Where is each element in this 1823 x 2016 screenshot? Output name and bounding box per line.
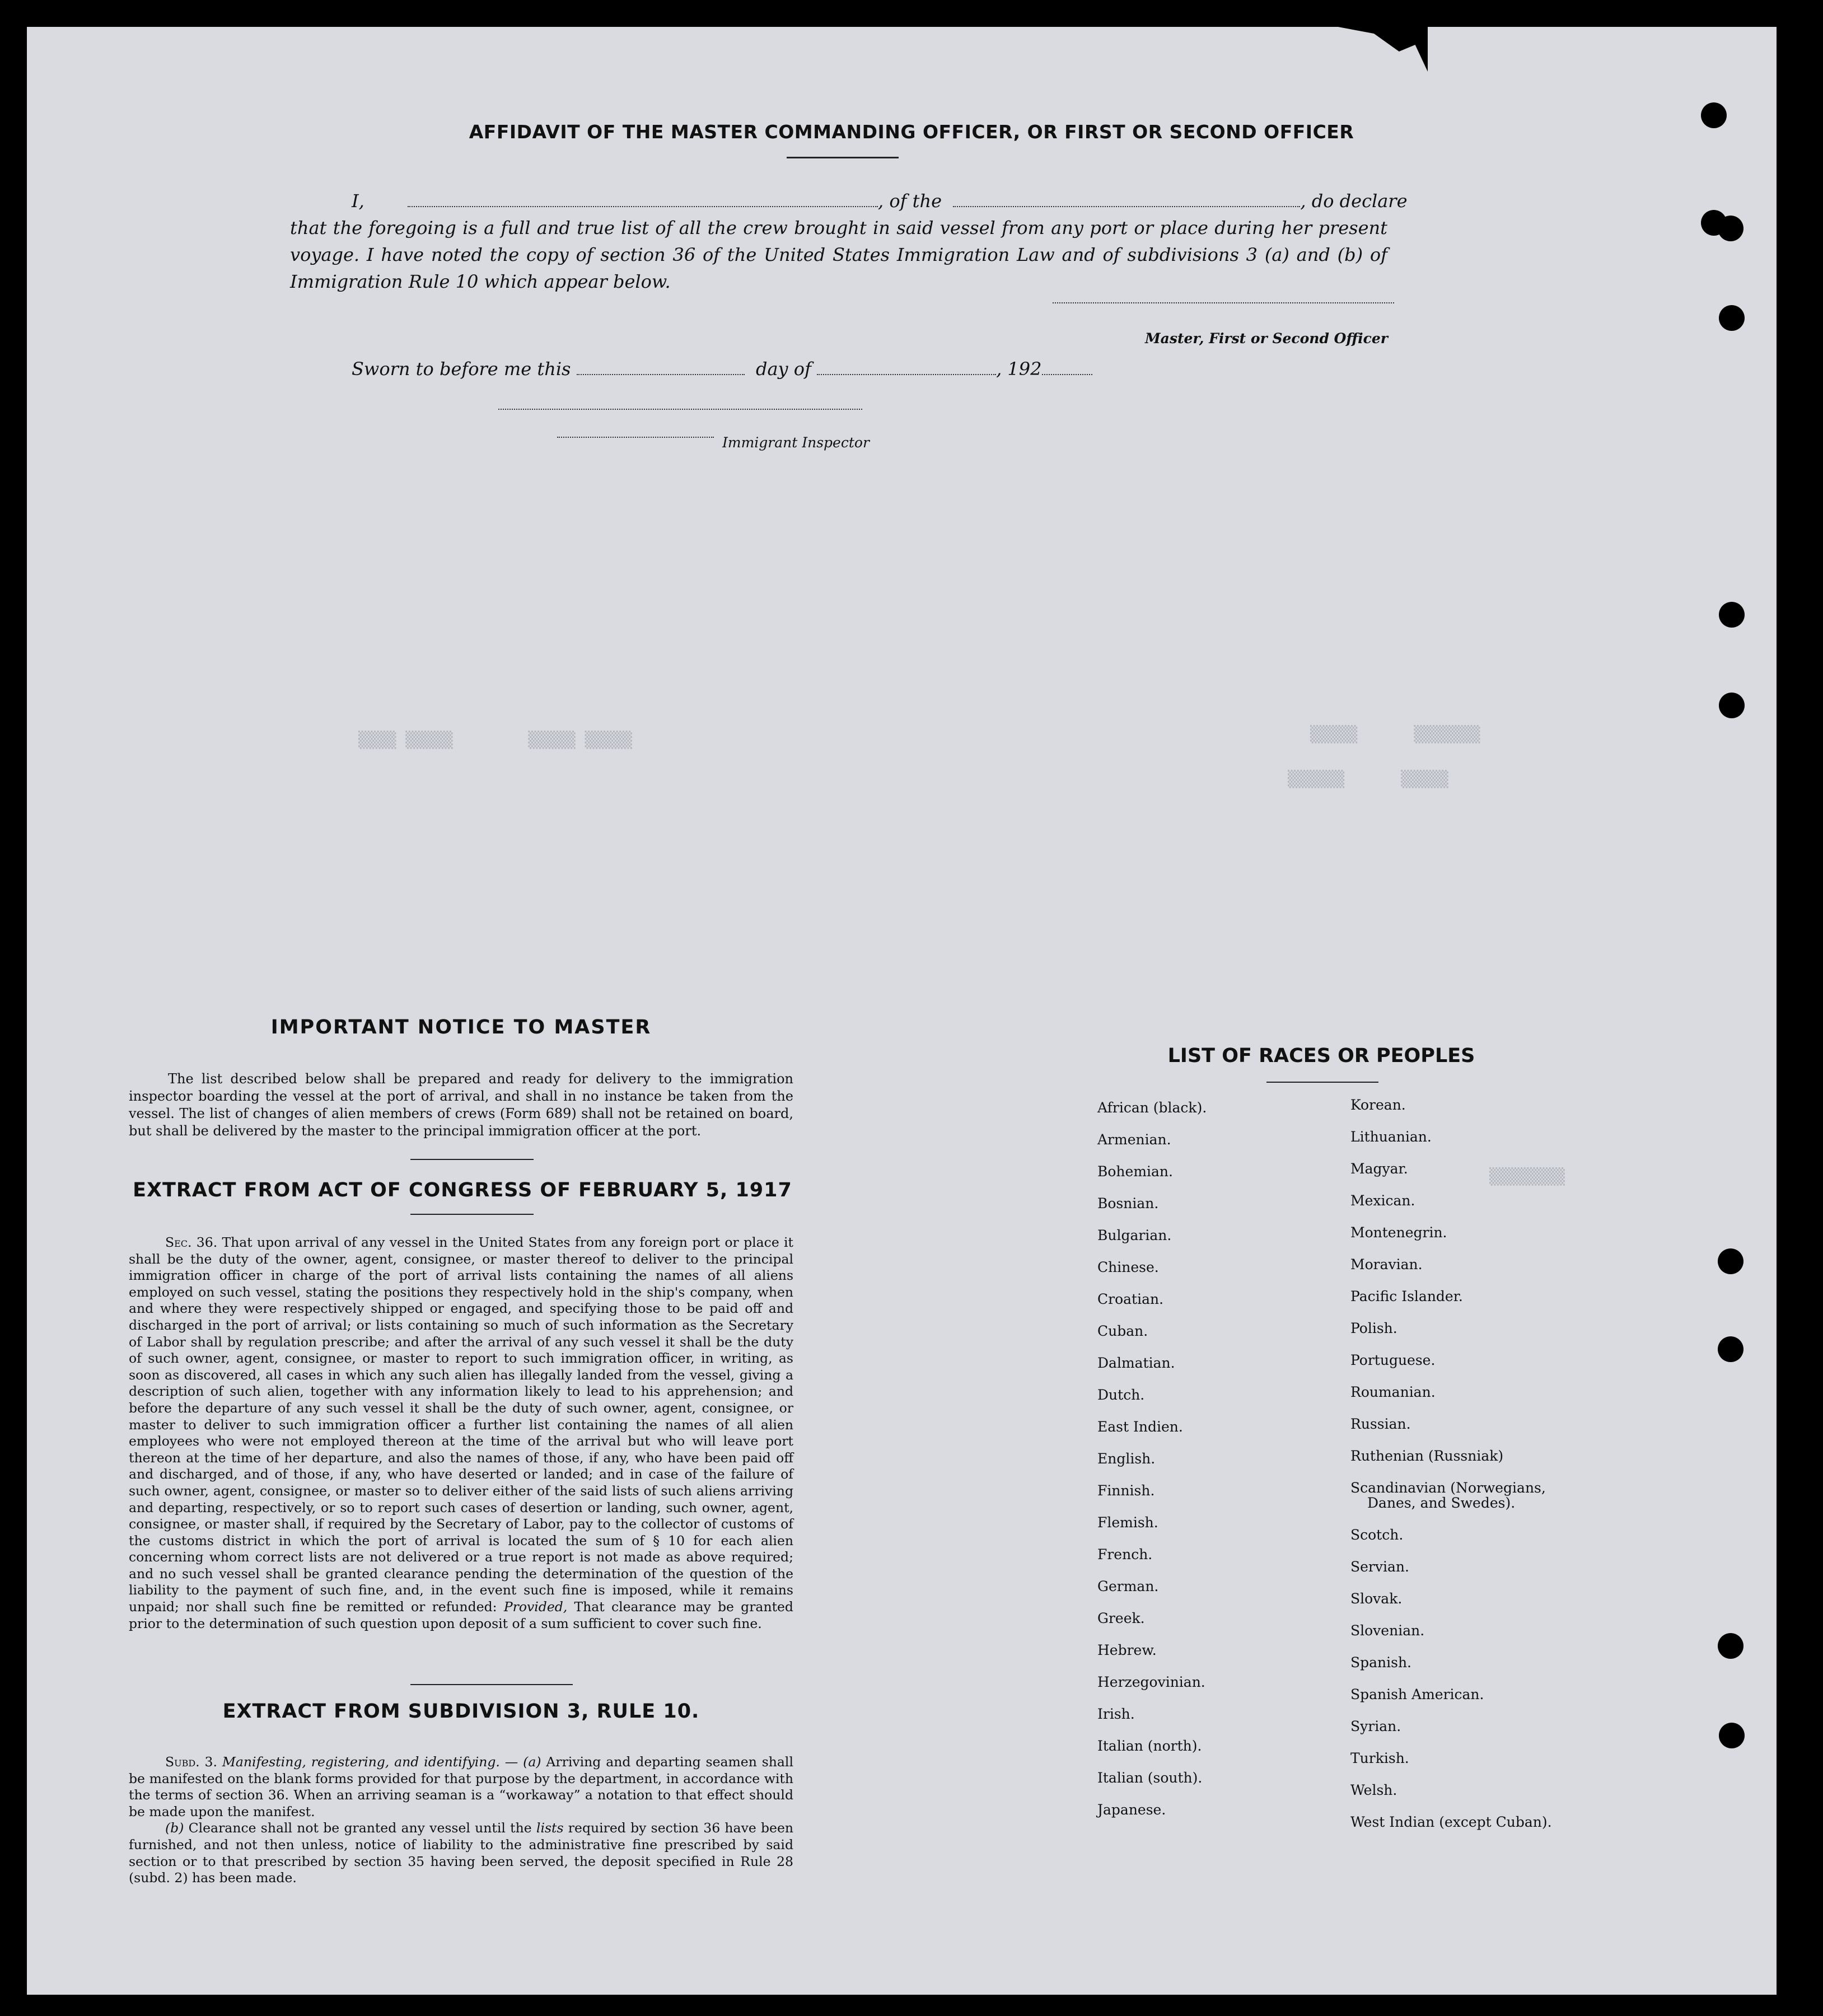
notice-title: IMPORTANT NOTICE TO MASTER	[270, 1016, 652, 1039]
race-item: Cuban.	[1097, 1323, 1148, 1339]
notice-body: The list described below shall be prepared and ready for delivery to the immigration inspector boarding the vessel at the port of arrival, and shall in no instance be taken from the vessel. The list of changes of alien members of crews (Form 689) shall not be retained on board, but shall be delivered by the master to the principal immigration officer at the port.	[129, 1071, 793, 1139]
race-item: German.	[1097, 1578, 1159, 1594]
punch-hole	[1718, 1633, 1743, 1659]
rule-a-label: — (a)	[504, 1754, 541, 1770]
race-item: Portuguese.	[1350, 1352, 1436, 1368]
punch-hole	[1718, 216, 1743, 241]
race-item: Bosnian.	[1097, 1195, 1159, 1212]
punch-hole	[1719, 1723, 1745, 1748]
of-the-label: , of the	[878, 190, 942, 212]
race-item: Scandinavian (Norwegians,	[1350, 1480, 1546, 1496]
day-of-label: day of	[755, 358, 811, 380]
inspector-dotted-line	[557, 437, 714, 438]
affidavit-line-2: that the foregoing is a full and true list of all the crew brought in said vessel from any port or place during her present	[290, 217, 1387, 238]
year-prefix-label: , 192	[996, 358, 1042, 380]
affidavit-statement	[290, 188, 1408, 295]
race-item: Danes, and Swedes).	[1367, 1495, 1516, 1511]
race-item: Dalmatian.	[1097, 1355, 1175, 1371]
race-item: Slovenian.	[1350, 1622, 1425, 1639]
race-item: Chinese.	[1097, 1259, 1159, 1275]
punch-hole	[1718, 1248, 1743, 1274]
race-item: Croatian.	[1097, 1291, 1164, 1307]
notice-divider	[410, 1159, 534, 1160]
race-item: Italian (south).	[1097, 1770, 1203, 1786]
master-label: Master, First or Second Officer	[1145, 330, 1388, 347]
race-item: Roumanian.	[1350, 1384, 1436, 1400]
rule-lists-word: lists	[536, 1820, 564, 1836]
race-item: Hebrew.	[1097, 1642, 1157, 1658]
affidavit-line-3: voyage. I have noted the copy of section 36 of the United States Immigration Law and of subdivisions 3 (a) and (b) of	[290, 244, 1387, 265]
race-item: English.	[1097, 1451, 1156, 1467]
bleed-through-mark: ▒▒▒▒▒ ▒▒▒▒▒▒▒	[1310, 725, 1480, 743]
race-item: Magyar.	[1350, 1161, 1408, 1177]
inspector-signature-line[interactable]	[498, 409, 862, 410]
race-item: Pacific Islander.	[1350, 1288, 1463, 1304]
race-item: Mexican.	[1350, 1192, 1415, 1209]
act-provided: Provided,	[503, 1599, 568, 1615]
act-text: That upon arrival of any vessel in the United States from any foreign port or place it shall be the duty of the owner, agent, consignee, or master thereof to deliver to the principal immigration officer in charge of the port of arrival lists containing the names of all aliens employed on such vessel, stating the positions they respectively hold in the ship's company, when and where they were respectively shipped or engaged, and specifying those to be paid off and discharged in the port of arrival; or lists containing so much of such information as the Secretary of Labor shall by regulation prescribe; and after the arrival of any such vessel it shall be the duty of such owner, agent, consignee, or master to report to such immigration officer, in writing, as soon as discovered, all cases in which any such alien has illegally landed from the vessel, giving a description of such alien, together with any information likely to lead to his apprehension; and before the departure of any such vessel it shall be the duty of such owner, agent, consignee, or master to deliver to such immigration officer a further list containing the names of all alien employees who were not employed thereon at the time of the arrival but who will leave port thereon at the time of her departure, and also the names of those, if any, who have been paid off and discharged, and of those, if any, who have deserted or landed; and in case of the failure of such owner, agent, consignee, or master so to deliver either of the said lists of such aliens arriving and departing, respectively, or so to report such cases of desertion or landing, such owner, agent, consignee, or master shall, if required by the Secretary of Labor, pay to the collector of customs of the customs district in which the port of arrival is located the sum of § 10 for each alien concerning whom correct lists are not delivered or a true report is not made as above required; and no such vessel shall be granted clearance pending the determination of the question of the liability to the payment of such fine, and, in the event such fine is imposed, while it remains unpaid; nor shall such fine be remitted or refunded:	[129, 1234, 793, 1615]
race-item: Slovak.	[1350, 1591, 1403, 1607]
rule-body	[129, 1754, 793, 1887]
affidavit-line-4: Immigration Rule 10 which appear below.	[290, 271, 671, 292]
race-item: Spanish.	[1350, 1654, 1412, 1671]
races-title: LIST OF RACES OR PEOPLES	[1167, 1045, 1475, 1067]
race-item: Moravian.	[1350, 1256, 1423, 1273]
act-section-label: Sec. 36.	[165, 1234, 218, 1250]
race-item: Bohemian.	[1097, 1163, 1173, 1180]
do-declare-label: , do declare	[1300, 190, 1408, 212]
rule-b-label: (b)	[165, 1820, 184, 1836]
race-item: Ruthenian (Russniak)	[1350, 1448, 1504, 1464]
bleed-through-mark: ▒▒▒▒ ▒▒▒▒▒ ▒▒▒▒▒ ▒▒▒▒▒	[358, 731, 632, 749]
rule-heading: Manifesting, registering, and identifying.	[222, 1754, 500, 1770]
race-item: Armenian.	[1097, 1131, 1171, 1148]
race-item: African (black).	[1097, 1100, 1207, 1116]
race-item: Servian.	[1350, 1559, 1409, 1575]
race-item: Greek.	[1097, 1610, 1145, 1626]
act-body	[129, 1234, 793, 1632]
race-item: Spanish American.	[1350, 1686, 1484, 1702]
title-underline	[787, 157, 899, 158]
race-item: Korean.	[1350, 1097, 1406, 1113]
race-item: Turkish.	[1350, 1750, 1409, 1766]
act-title: EXTRACT FROM ACT OF CONGRESS OF FEBRUARY 5, 1917	[133, 1179, 792, 1201]
race-item: Finnish.	[1097, 1482, 1155, 1499]
race-item: Flemish.	[1097, 1514, 1158, 1531]
act-divider	[410, 1214, 534, 1215]
bleed-through-mark: ▒▒▒▒▒▒▒▒	[1489, 1167, 1565, 1186]
punch-hole	[1718, 1336, 1743, 1362]
race-item: Russian.	[1350, 1416, 1411, 1432]
act-tail: That clearance may be granted prior to the determination of such question upon deposit of a sum sufficient to cover such fine.	[129, 1599, 793, 1631]
races-right-column	[1350, 1089, 1552, 1838]
vessel-field[interactable]	[953, 206, 1300, 207]
month-field[interactable]	[817, 374, 996, 375]
race-item: Italian (north).	[1097, 1738, 1202, 1754]
sworn-label: Sworn to before me this	[352, 358, 571, 380]
inspector-label: Immigrant Inspector	[722, 434, 870, 451]
race-item: Bulgarian.	[1097, 1227, 1172, 1243]
race-item: Japanese.	[1097, 1802, 1166, 1818]
races-underline	[1266, 1082, 1378, 1083]
race-item: East Indien.	[1097, 1419, 1183, 1435]
affidavit-title: AFFIDAVIT OF THE MASTER COMMANDING OFFICER, OR FIRST OR SECOND OFFICER	[469, 121, 1354, 143]
race-item: Dutch.	[1097, 1387, 1145, 1403]
sworn-line	[352, 358, 1092, 380]
race-item: Welsh.	[1350, 1782, 1397, 1798]
rule-title: EXTRACT FROM SUBDIVISION 3, RULE 10.	[222, 1700, 700, 1723]
race-item: West Indian (except Cuban).	[1350, 1814, 1552, 1830]
punch-hole	[1719, 305, 1745, 331]
punch-hole	[1719, 602, 1745, 628]
rule-b-text2: required by section 36 have been furnished, and not then unless, notice of liability to the administrative fine prescribed by said section or to that prescribed by section 35 having been served, the deposit specified in Rule 28 (subd. 2) has been made.	[129, 1820, 793, 1886]
rule-divider	[410, 1684, 573, 1685]
name-field[interactable]	[408, 206, 878, 207]
master-signature-line[interactable]	[1053, 302, 1394, 303]
bleed-through-mark: ▒▒▒▒▒▒ ▒▒▒▒▒	[1288, 770, 1448, 788]
race-item: Irish.	[1097, 1706, 1135, 1722]
race-item: Herzegovinian.	[1097, 1674, 1205, 1690]
day-field[interactable]	[577, 374, 745, 375]
punch-hole	[1719, 693, 1745, 718]
race-item: Polish.	[1350, 1320, 1397, 1336]
race-item: Montenegrin.	[1350, 1224, 1447, 1241]
race-item: Syrian.	[1350, 1718, 1401, 1734]
race-item: Scotch.	[1350, 1527, 1404, 1543]
race-item: French.	[1097, 1546, 1153, 1563]
year-field[interactable]	[1042, 374, 1092, 375]
rule-b-text1: Clearance shall not be granted any vessel until the	[188, 1820, 532, 1836]
affidavit-i-label: I,	[352, 190, 364, 212]
races-left-column	[1097, 1092, 1207, 1826]
rule-a-text: Arriving and departing seamen shall be manifested on the blank forms provided for that purpose by the department, in accordance with the terms of section 36. When an arriving seaman is a “workaway” a notation to that effect should be made upon the manifest.	[129, 1754, 793, 1819]
rule-subd-label: Subd. 3.	[165, 1754, 217, 1770]
race-item: Lithuanian.	[1350, 1129, 1432, 1145]
